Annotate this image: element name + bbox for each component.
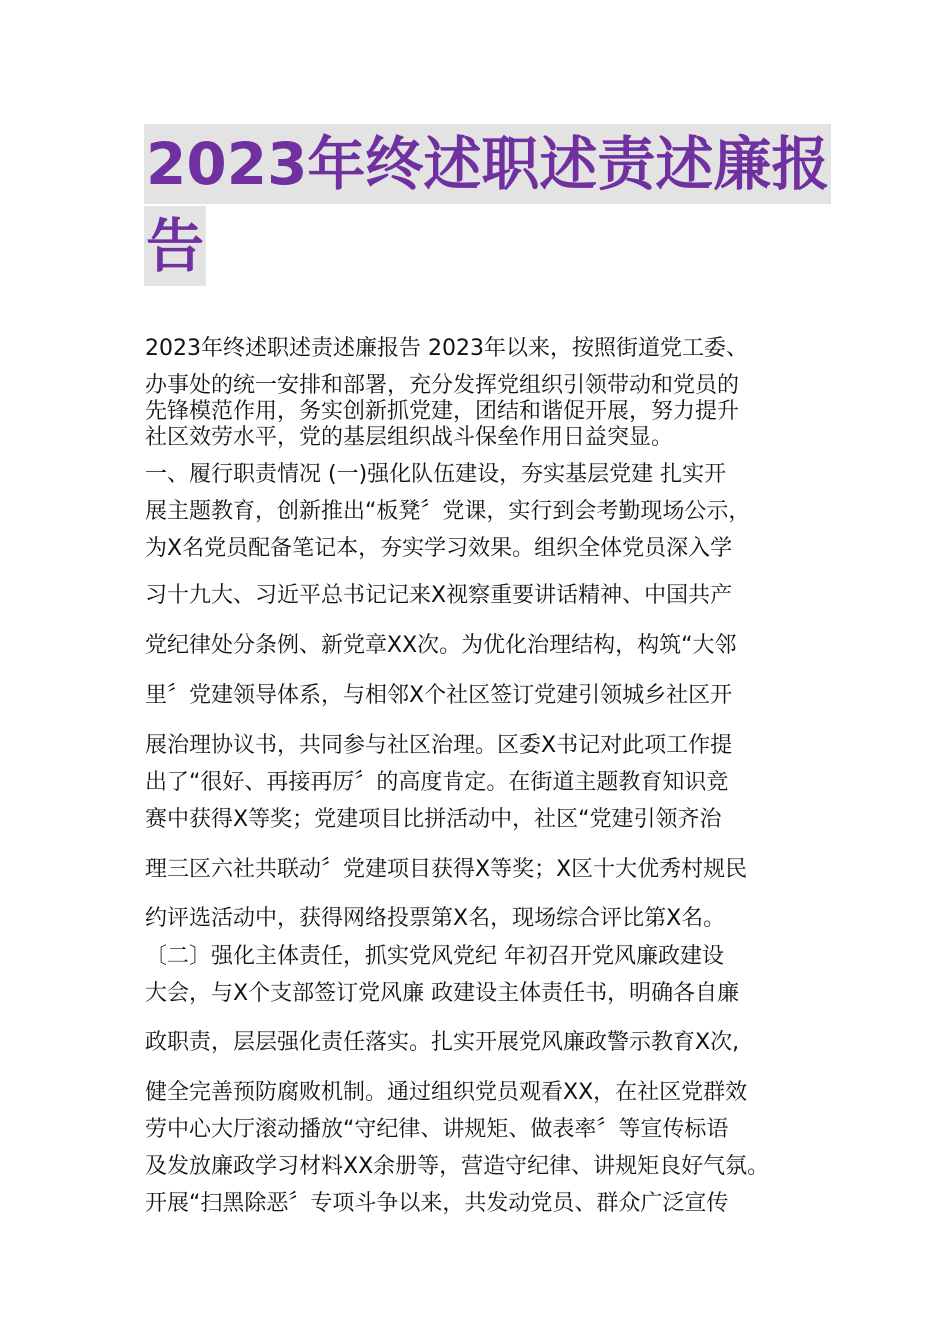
body-line: 习十九大、习近平总书记记来X视察重要讲话精神、中国共产 bbox=[145, 583, 733, 608]
body-line: 政职责，层层强化责任落实。扎实开展党风廉政警示教育X次, bbox=[145, 1030, 740, 1055]
body-line: 办事处的统一安排和部署，充分发挥党组织引领带动和党员的 bbox=[145, 373, 740, 398]
document-title-line-1: 2023年终述职述责述廉报 bbox=[144, 124, 831, 204]
body-line: 劳中心大厅滚动播放“守纪律、讲规矩、做表率〞等宣传标语 bbox=[145, 1117, 729, 1142]
body-line: 大会，与X个支部签订党风廉 政建设主体责任书，明确各自廉 bbox=[145, 981, 740, 1006]
body-line: 理三区六社共联动〞党建项目获得X等奖；X区十大优秀村规民 bbox=[145, 857, 748, 882]
body-line: 为X名党员配备笔记本，夯实学习效果。组织全体党员深入学 bbox=[145, 536, 733, 561]
body-line: 展治理协议书，共同参与社区治理。区委X书记对此项工作提 bbox=[145, 733, 733, 758]
body-line: 展主题教育，创新推出“板凳〞党课，实行到会考勤现场公示， bbox=[145, 499, 751, 524]
body-line: 出了“很好、再接再厉〞的高度肯定。在街道主题教育知识竞 bbox=[145, 770, 729, 795]
body-line: 开展“扫黑除恶〞专项斗争以来，共发动党员、群众广泛宣传 bbox=[145, 1191, 729, 1216]
body-line: 先锋模范作用，务实创新抓党建，团结和谐促开展，努力提升 bbox=[145, 399, 740, 424]
body-line: 党纪律处分条例、新党章XX次。为优化治理结构，构筑“大邻 bbox=[145, 633, 737, 658]
body-line: 2023年终述职述责述廉报告 2023年以来，按照街道党工委、 bbox=[145, 336, 748, 361]
body-line: 里〞党建领导体系，与相邻X个社区签订党建引领城乡社区开 bbox=[145, 683, 733, 708]
body-line: 约评选活动中，获得网络投票第X名，现场综合评比第X名。 bbox=[145, 906, 726, 931]
document-title-line-2: 告 bbox=[144, 206, 206, 286]
body-line: 及发放廉政学习材料XX余册等，营造守纪律、讲规矩良好气氛。 bbox=[145, 1154, 770, 1179]
body-line: 一、履行职责情况 (一)强化队伍建设，夯实基层党建 扎实开 bbox=[145, 462, 727, 487]
body-line: 赛中获得X等奖；党建项目比拼活动中，社区“党建引领齐治 bbox=[145, 807, 722, 832]
body-line: 社区效劳水平，党的基层组织战斗保垒作用日益突显。 bbox=[145, 425, 674, 450]
body-line: 〔二〕强化主体责任，抓实党风党纪 年初召开党风廉政建设 bbox=[145, 944, 724, 969]
body-line: 健全完善预防腐败机制。通过组织党员观看XX，在社区党群效 bbox=[145, 1080, 748, 1105]
